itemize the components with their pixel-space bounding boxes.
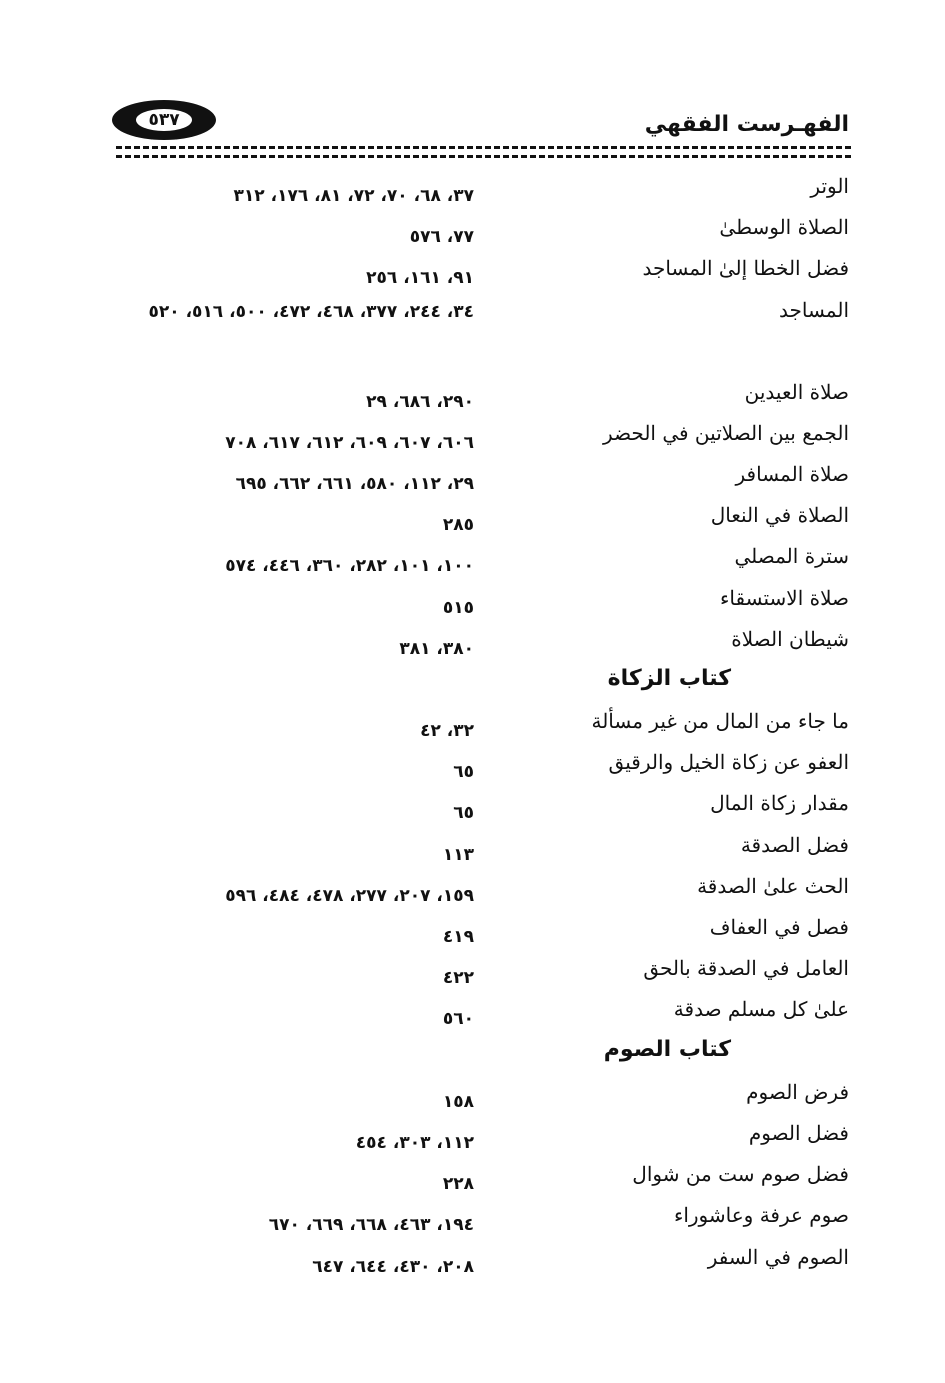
entry-topic: مقدار زكاة المال — [710, 791, 849, 816]
index-entry — [110, 252, 849, 293]
entry-topic: فضل الصوم — [748, 1120, 849, 1145]
entry-page-refs: ٣٨٠، ٣٨١ — [399, 638, 474, 659]
entry-page-refs: ٢٨٥ — [442, 515, 474, 536]
entry-page-refs: ١٥٩، ٢٠٧، ٢٧٧، ٤٧٨، ٤٨٤، ٥٩٦ — [225, 885, 474, 906]
index-entry — [110, 211, 849, 252]
entry-topic: فضل صوم ست من شوال — [632, 1162, 849, 1187]
entry-page-refs: ٥١٥ — [442, 597, 474, 618]
entry-topic: الصلاة في النعال — [710, 503, 849, 528]
entry-page-refs: ٩١، ١٦١، ٢٥٦ — [366, 268, 474, 289]
index-entry — [110, 952, 849, 993]
entry-topic: صوم عرفة وعاشوراء — [673, 1203, 849, 1228]
entry-page-refs: ١٥٨ — [442, 1091, 474, 1112]
index-entry — [110, 294, 849, 376]
index-entry — [110, 458, 849, 499]
entry-topic: الصوم في السفر — [707, 1244, 849, 1269]
index-entry — [110, 993, 849, 1034]
entry-page-refs: ٢٠٨، ٤٣٠، ٦٤٤، ٦٤٧ — [312, 1256, 474, 1277]
index-list — [110, 170, 849, 1282]
index-entry — [110, 870, 849, 911]
entry-page-refs: ٢٩، ١١٢، ٥٨٠، ٦٦١، ٦٦٢، ٦٩٥ — [235, 473, 474, 494]
section-row — [110, 1035, 849, 1076]
entry-topic: فصل في العفاف — [709, 915, 849, 939]
index-entry — [110, 705, 849, 746]
index-entry — [110, 376, 849, 417]
index-entry — [110, 170, 849, 211]
entry-page-refs: ٣٤، ٢٤٤، ٣٧٧، ٤٦٨، ٤٧٢، ٥٠٠، ٥١٦، ٥٢٠ — [148, 301, 474, 322]
index-entry — [110, 1199, 849, 1240]
entry-topic: الجمع بين الصلاتين في الحضر — [603, 420, 849, 445]
entry-page-refs: ٦٠٦، ٦٠٧، ٦٠٩، ٦١٢، ٦١٧، ٧٠٨ — [225, 432, 474, 453]
index-entry — [110, 623, 849, 664]
entry-page-refs: ١٠٠، ١٠١، ٢٨٢، ٣٦٠، ٤٤٦، ٥٧٤ — [225, 556, 474, 577]
page-number-badge — [112, 100, 216, 140]
entry-page-refs: ١٩٤، ٤٦٣، ٦٦٨، ٦٦٩، ٦٧٠ — [268, 1215, 474, 1236]
index-entry — [110, 829, 849, 870]
entry-page-refs: ٣٧، ٦٨، ٧٠، ٧٢، ٨١، ١٧٦، ٣١٢ — [233, 186, 474, 206]
entry-topic: العامل في الصدقة بالحق — [643, 956, 849, 981]
index-entry — [110, 746, 849, 787]
index-entry — [110, 499, 849, 540]
page-number: ٥٣٧ — [136, 109, 191, 131]
entry-page-refs: ٢٩٠، ٦٨٦، ٢٩ — [366, 391, 474, 412]
entry-topic: صلاة الاستسقاء — [720, 585, 849, 610]
page-header — [112, 100, 849, 144]
entry-page-refs: ١١٣ — [442, 844, 474, 865]
entry-topic: شيطان الصلاة — [731, 626, 849, 651]
index-entry — [110, 787, 849, 828]
entry-topic: المساجد — [778, 297, 849, 322]
entry-topic: العفو عن زكاة الخيل والرقيق — [608, 750, 849, 775]
index-entry — [110, 540, 849, 581]
index-entry — [110, 1117, 849, 1158]
entry-topic: فرض الصوم — [746, 1079, 849, 1104]
entry-page-refs: ٥٦٠ — [442, 1009, 474, 1030]
index-entry — [110, 1158, 849, 1199]
entry-page-refs: ٦٥ — [453, 762, 474, 783]
index-entry — [110, 911, 849, 952]
index-entry — [110, 417, 849, 458]
running-title: الفهـرست الفقهي — [644, 112, 849, 137]
entry-page-refs: ٢٢٨ — [442, 1174, 474, 1195]
entry-topic: فضل الصدقة — [740, 832, 849, 857]
entry-topic: الحث علىٰ الصدقة — [697, 873, 849, 898]
entry-page-refs: ٣٢، ٤٢ — [420, 721, 474, 742]
section-heading: كتاب الزكاة — [607, 665, 731, 691]
index-entry — [110, 582, 849, 623]
entry-page-refs: ١١٢، ٣٠٣، ٤٥٤ — [355, 1132, 474, 1153]
section-row — [110, 664, 849, 705]
header-rule — [116, 146, 851, 158]
entry-page-refs: ٦٥ — [453, 803, 474, 824]
entry-page-refs: ٧٧، ٥٧٦ — [409, 227, 474, 248]
entry-topic: سترة المصلي — [734, 544, 849, 569]
entry-topic: الصلاة الوسطىٰ — [719, 215, 849, 240]
entry-topic: صلاة العيدين — [744, 379, 849, 404]
entry-page-refs: ٤٢٢ — [442, 968, 474, 989]
index-entry — [110, 1241, 849, 1282]
entry-topic: ما جاء من المال من غير مسألة — [591, 709, 849, 734]
entry-topic: صلاة المسافر — [735, 461, 849, 486]
index-entry — [110, 1076, 849, 1117]
entry-topic: علىٰ كل مسلم صدقة — [673, 997, 849, 1022]
section-heading: كتاب الصوم — [603, 1036, 731, 1062]
entry-topic: فضل الخطا إلىٰ المساجد — [642, 256, 849, 281]
entry-topic: الوتر — [810, 174, 849, 198]
entry-page-refs: ٤١٩ — [442, 927, 474, 947]
